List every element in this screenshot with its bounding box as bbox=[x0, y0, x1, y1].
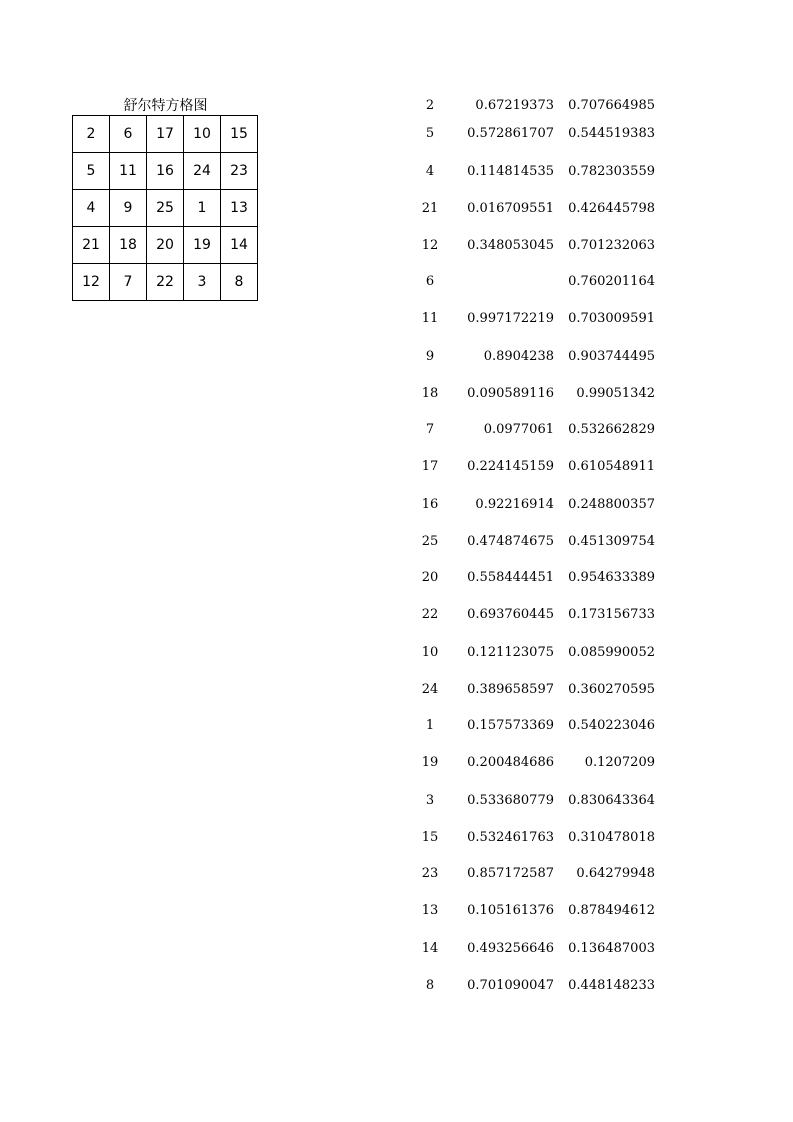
row-number: 20 bbox=[421, 570, 439, 585]
grid-cell: 13 bbox=[221, 190, 258, 227]
random-value-a: 0.016709551 bbox=[467, 201, 554, 216]
list-item bbox=[400, 347, 670, 367]
random-value-b: 0.701232063 bbox=[568, 238, 655, 253]
row-number: 12 bbox=[421, 238, 439, 253]
random-value-b: 0.878494612 bbox=[568, 903, 655, 918]
grid-cell: 19 bbox=[184, 227, 221, 264]
grid-row bbox=[73, 264, 258, 301]
grid-cell: 9 bbox=[110, 190, 147, 227]
list-item bbox=[400, 828, 670, 848]
row-number: 10 bbox=[421, 645, 439, 660]
row-number: 19 bbox=[421, 755, 439, 770]
list-item bbox=[400, 568, 670, 588]
random-value-b: 0.532662829 bbox=[568, 422, 655, 437]
random-value-a: 0.121123075 bbox=[467, 645, 554, 660]
random-value-b: 0.248800357 bbox=[568, 497, 655, 512]
list-item bbox=[400, 162, 670, 182]
grid-cell: 3 bbox=[184, 264, 221, 301]
list-item bbox=[400, 939, 670, 959]
random-value-b: 0.540223046 bbox=[568, 718, 655, 733]
random-value-a: 0.558444451 bbox=[467, 570, 554, 585]
schulte-grid bbox=[72, 115, 258, 301]
random-value-a: 0.200484686 bbox=[467, 755, 554, 770]
grid-cell: 1 bbox=[184, 190, 221, 227]
random-value-a: 0.67219373 bbox=[475, 98, 554, 113]
random-value-b: 0.173156733 bbox=[568, 607, 655, 622]
random-value-a: 0.157573369 bbox=[467, 718, 554, 733]
random-value-b: 0.610548911 bbox=[568, 459, 655, 474]
list-item bbox=[400, 124, 670, 144]
random-value-b: 0.544519383 bbox=[568, 126, 655, 141]
row-number: 8 bbox=[425, 978, 435, 993]
random-value-b: 0.451309754 bbox=[568, 534, 655, 549]
list-item bbox=[400, 976, 670, 996]
random-value-a: 0.532461763 bbox=[467, 830, 554, 845]
list-item bbox=[400, 901, 670, 921]
list-item bbox=[400, 532, 670, 552]
grid-cell: 2 bbox=[73, 116, 110, 153]
random-value-b: 0.903744495 bbox=[568, 349, 655, 364]
random-value-a: 0.92216914 bbox=[475, 497, 554, 512]
row-number: 7 bbox=[425, 422, 435, 437]
random-value-a: 0.493256646 bbox=[467, 941, 554, 956]
list-item bbox=[400, 384, 670, 404]
grid-cell: 7 bbox=[110, 264, 147, 301]
row-number: 9 bbox=[425, 349, 435, 364]
random-value-b: 0.360270595 bbox=[568, 682, 655, 697]
list-item bbox=[400, 791, 670, 811]
random-value-a: 0.533680779 bbox=[467, 793, 554, 808]
grid-cell: 5 bbox=[73, 153, 110, 190]
random-value-b: 0.426445798 bbox=[568, 201, 655, 216]
random-value-a: 0.105161376 bbox=[467, 903, 554, 918]
list-item bbox=[400, 309, 670, 329]
random-value-b: 0.830643364 bbox=[568, 793, 655, 808]
grid-row bbox=[73, 153, 258, 190]
grid-cell: 16 bbox=[147, 153, 184, 190]
list-item bbox=[400, 753, 670, 773]
row-number: 4 bbox=[425, 164, 435, 179]
grid-cell: 17 bbox=[147, 116, 184, 153]
random-value-b: 0.707664985 bbox=[568, 98, 655, 113]
grid-cell: 22 bbox=[147, 264, 184, 301]
random-value-b: 0.1207209 bbox=[584, 755, 655, 770]
row-number: 11 bbox=[421, 311, 439, 326]
random-value-b: 0.99051342 bbox=[576, 386, 655, 401]
grid-cell: 24 bbox=[184, 153, 221, 190]
random-value-b: 0.085990052 bbox=[568, 645, 655, 660]
random-value-b: 0.64279948 bbox=[576, 866, 655, 881]
row-number: 13 bbox=[421, 903, 439, 918]
grid-cell: 8 bbox=[221, 264, 258, 301]
grid-cell: 23 bbox=[221, 153, 258, 190]
random-value-a: 0.572861707 bbox=[467, 126, 554, 141]
row-number: 5 bbox=[425, 126, 435, 141]
row-number: 22 bbox=[421, 607, 439, 622]
grid-row bbox=[73, 116, 258, 153]
random-value-b: 0.703009591 bbox=[568, 311, 655, 326]
grid-title: 舒尔特方格图 bbox=[123, 98, 208, 114]
grid-cell: 25 bbox=[147, 190, 184, 227]
grid-row bbox=[73, 227, 258, 264]
random-value-a: 0.474874675 bbox=[467, 534, 554, 549]
random-value-a: 0.857172587 bbox=[467, 866, 554, 881]
grid-cell: 15 bbox=[221, 116, 258, 153]
row-number: 25 bbox=[421, 534, 439, 549]
grid-cell: 11 bbox=[110, 153, 147, 190]
row-number: 24 bbox=[421, 682, 439, 697]
random-value-b: 0.310478018 bbox=[568, 830, 655, 845]
row-number: 21 bbox=[421, 201, 439, 216]
row-number: 14 bbox=[421, 941, 439, 956]
grid-cell: 20 bbox=[147, 227, 184, 264]
grid-cell: 12 bbox=[73, 264, 110, 301]
grid-cell: 6 bbox=[110, 116, 147, 153]
random-value-a: 0.348053045 bbox=[467, 238, 554, 253]
row-number: 3 bbox=[425, 793, 435, 808]
list-item bbox=[400, 495, 670, 515]
list-item bbox=[400, 716, 670, 736]
random-value-a: 0.090589116 bbox=[467, 386, 554, 401]
random-value-a: 0.389658597 bbox=[467, 682, 554, 697]
row-number: 6 bbox=[425, 274, 435, 289]
row-number: 1 bbox=[425, 718, 435, 733]
row-number: 23 bbox=[421, 866, 439, 881]
list-item bbox=[400, 605, 670, 625]
grid-row bbox=[73, 190, 258, 227]
random-value-a: 0.997172219 bbox=[467, 311, 554, 326]
grid-cell: 21 bbox=[73, 227, 110, 264]
row-number: 2 bbox=[425, 98, 435, 113]
random-value-a: 0.701090047 bbox=[467, 978, 554, 993]
grid-cell: 14 bbox=[221, 227, 258, 264]
list-item bbox=[400, 643, 670, 663]
random-value-b: 0.448148233 bbox=[568, 978, 655, 993]
random-value-a: 0.693760445 bbox=[467, 607, 554, 622]
row-number: 18 bbox=[421, 386, 439, 401]
random-value-a: 0.224145159 bbox=[467, 459, 554, 474]
list-item bbox=[400, 272, 670, 292]
list-item bbox=[400, 864, 670, 884]
random-value-b: 0.136487003 bbox=[568, 941, 655, 956]
row-number: 15 bbox=[421, 830, 439, 845]
random-value-b: 0.782303559 bbox=[568, 164, 655, 179]
random-value-a: 0.8904238 bbox=[483, 349, 554, 364]
list-item bbox=[400, 199, 670, 219]
list-item bbox=[400, 420, 670, 440]
random-value-a: 0.0977061 bbox=[483, 422, 554, 437]
random-value-b: 0.760201164 bbox=[568, 274, 655, 289]
list-item bbox=[400, 236, 670, 256]
list-item bbox=[400, 96, 670, 116]
grid-cell: 18 bbox=[110, 227, 147, 264]
list-item bbox=[400, 457, 670, 477]
random-value-b: 0.954633389 bbox=[568, 570, 655, 585]
row-number: 16 bbox=[421, 497, 439, 512]
grid-cell: 10 bbox=[184, 116, 221, 153]
grid-cell: 4 bbox=[73, 190, 110, 227]
random-value-a: 0.114814535 bbox=[467, 164, 554, 179]
list-item bbox=[400, 680, 670, 700]
row-number: 17 bbox=[421, 459, 439, 474]
